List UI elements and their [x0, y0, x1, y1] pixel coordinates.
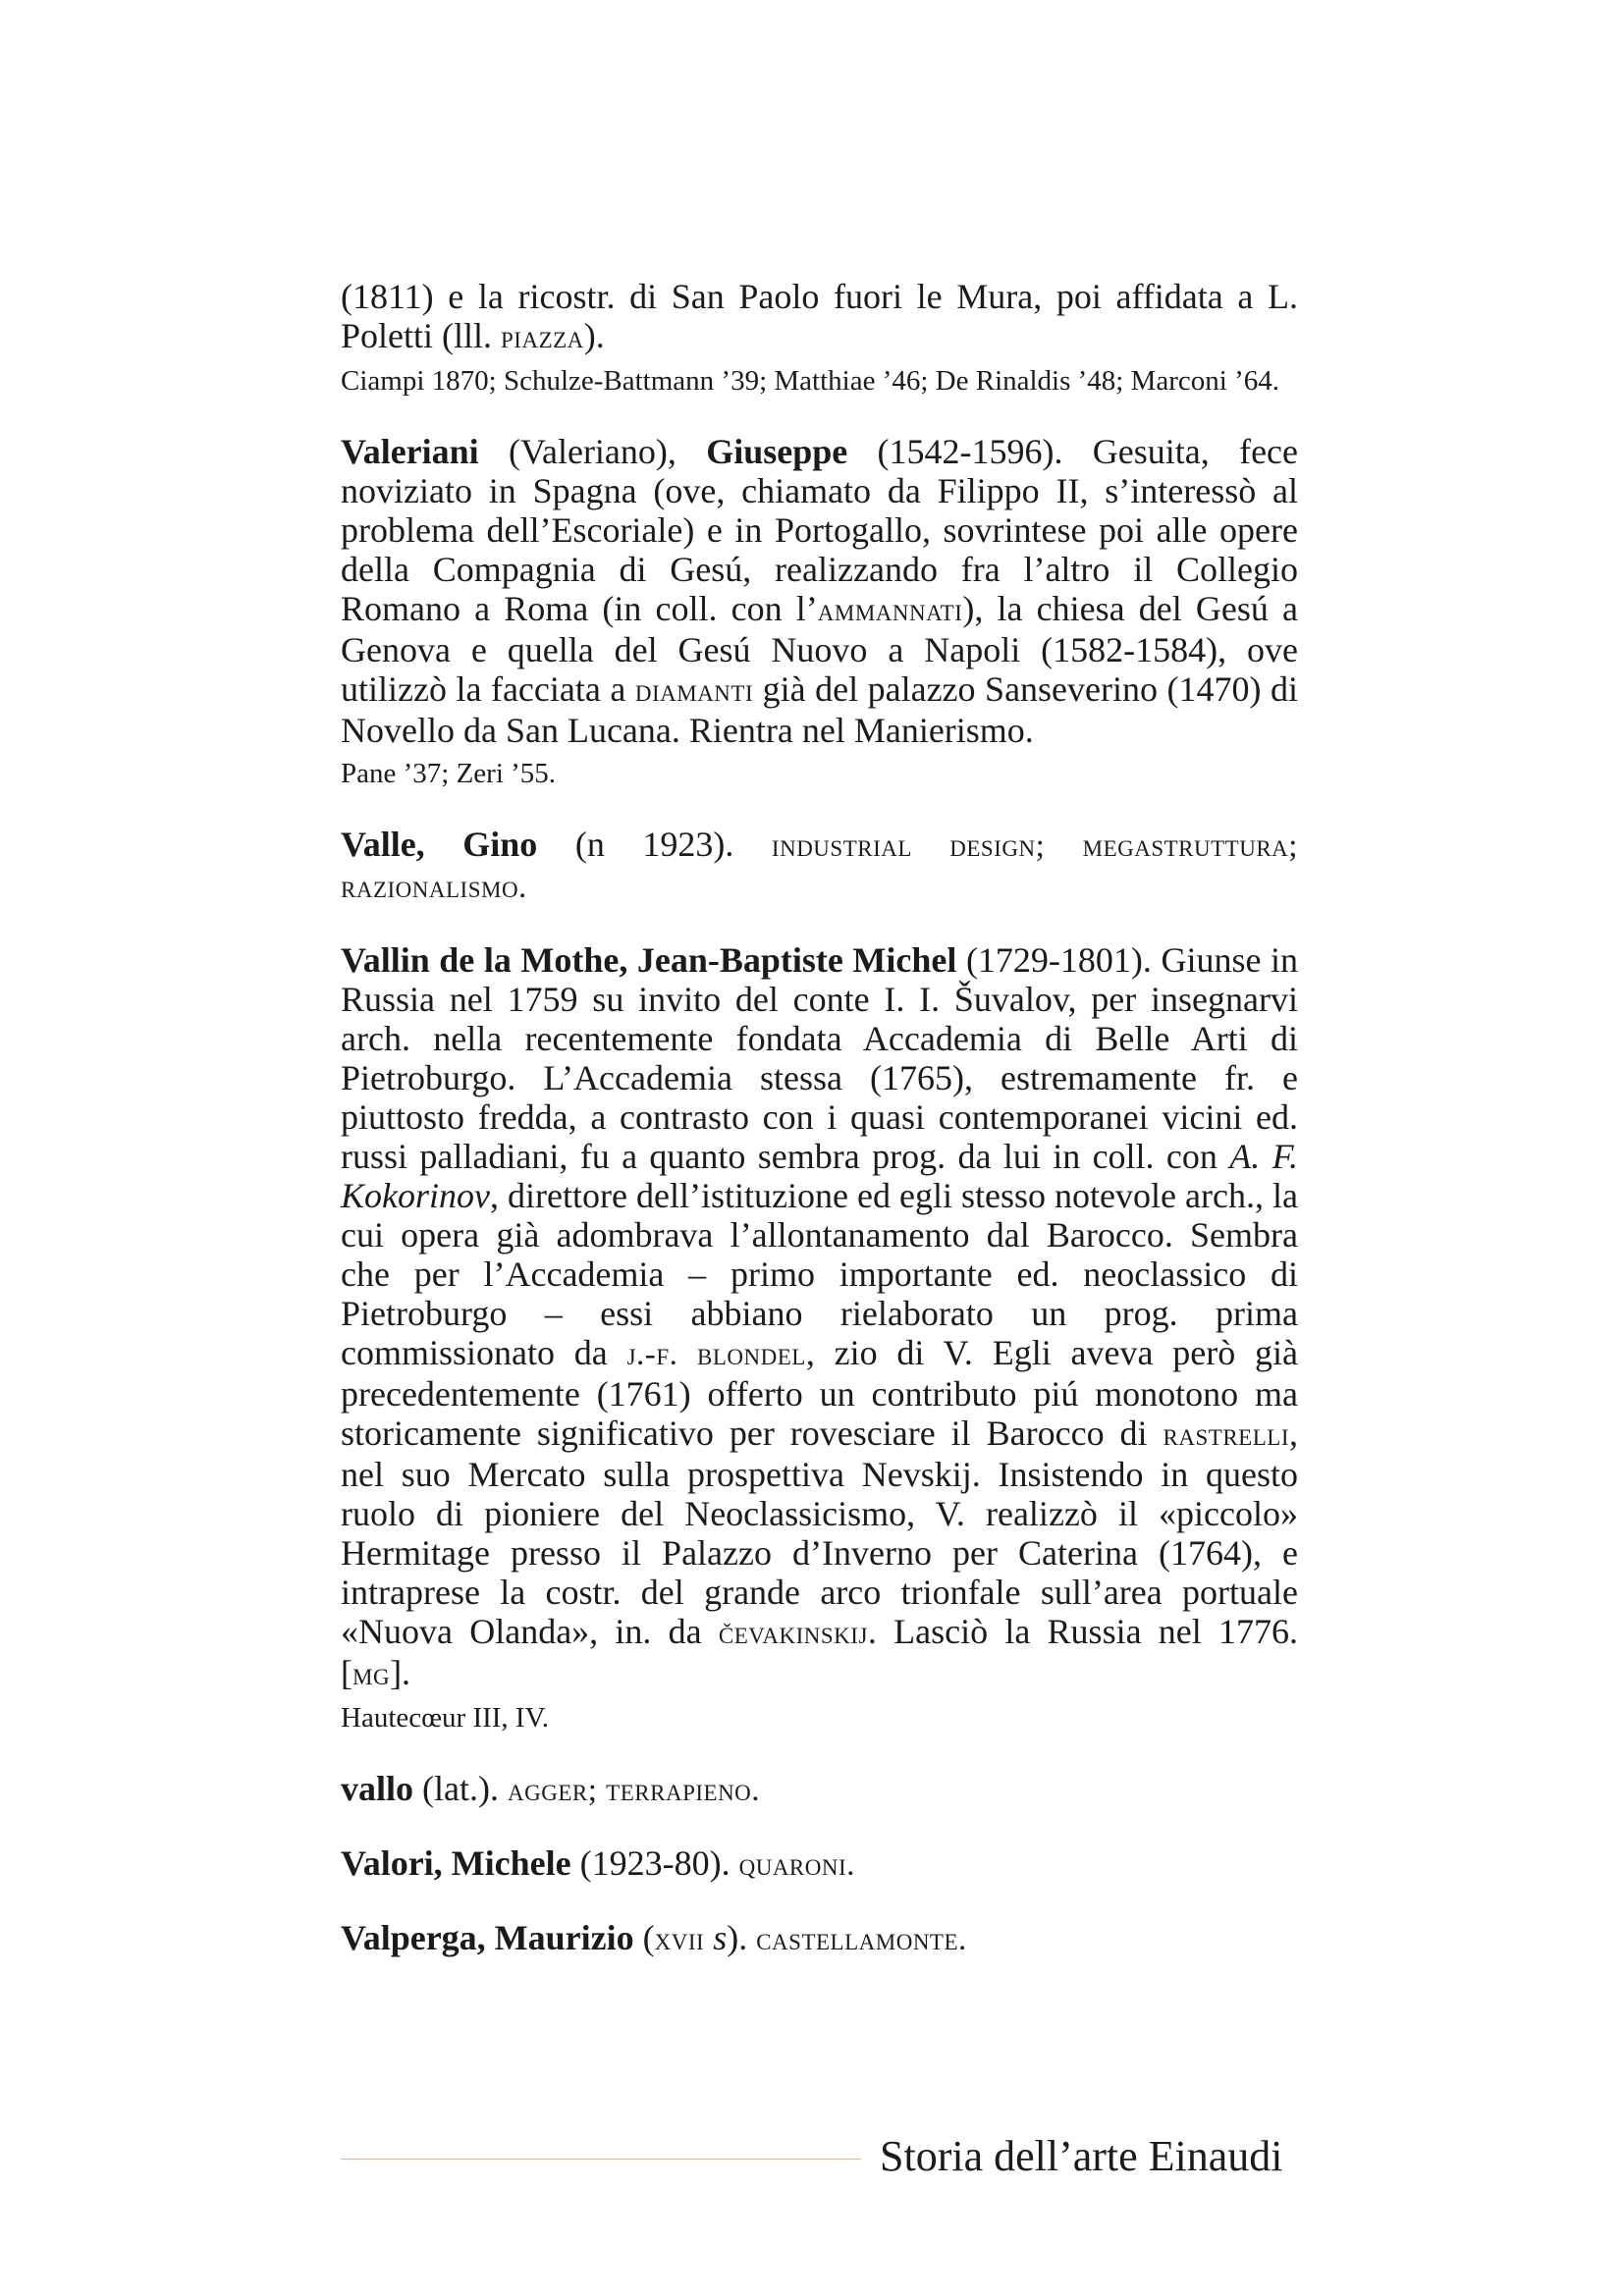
body-text: (1542-1596). Gesuita, fece noviziato in Spagna (ove, chiamato da Filippo II, s’interessò al problema dell’Escoriale) e in Portogallo, sovrintese poi alle opere della Compagnia di Gesú, realizzando fra l’altro il Collegio Romano a Roma (in coll. con l’ — [341, 432, 1298, 628]
cross-reference: agger; terrapieno. — [507, 1772, 761, 1808]
cross-reference: castellamonte. — [756, 1921, 967, 1957]
body-text: (1811) e la ricostr. di San Paolo fuori le Mura, poi affidata a L. Poletti (lll. — [341, 277, 1298, 355]
body-text: (1729-1801). Giunse in Russia nel 1759 su invito del conte I. I. Šuvalov, per insegnarvi arch. nella recentemente fondata Accademia di Belle Arti di Pietroburgo. L’Accademia stessa (1765), estremamente fr. e piuttosto fredda, a contrasto con i quasi contemporanei vicini ed. russi palladiani, fu a quanto sembra prog. da lui in coll. con — [341, 940, 1298, 1176]
entry-text — [341, 277, 1298, 357]
bibliography-refs: Pane ’37; Zeri ’55. — [341, 758, 557, 789]
entry-text — [341, 1918, 1298, 1959]
body-text: ]. — [390, 1653, 411, 1692]
italic-text: A. F. Kokorinov — [341, 1137, 1298, 1215]
headword: Valle, Gino — [341, 825, 538, 864]
body-text: già del palazzo Sanseverino (1470) di Novello da San Lucana. Rientra nel Manierismo. — [341, 669, 1299, 750]
headword: Giuseppe — [706, 432, 848, 471]
body-text: (lat.). — [413, 1769, 508, 1808]
italic-text: s — [713, 1918, 728, 1957]
entry-text — [341, 432, 1298, 750]
cross-reference: diamanti — [634, 672, 754, 709]
cross-reference: mg — [352, 1656, 391, 1692]
headword: Valeriani — [341, 432, 479, 471]
body-text: ). — [727, 1918, 757, 1957]
entry-text — [341, 940, 1298, 1694]
body-text: (Valeriano), — [478, 432, 707, 471]
footer-title: Storia dell’arte Einaudi — [880, 2132, 1283, 2180]
entry-valori — [341, 1843, 1298, 1885]
headword: Valperga, Maurizio — [341, 1918, 634, 1957]
entry-text — [341, 825, 1298, 907]
entry-valeriani — [341, 432, 1298, 791]
headword: vallo — [341, 1769, 414, 1808]
body-text: . Lasciò la Russia nel 1776. [ — [341, 1612, 1299, 1692]
body-text: ( — [633, 1918, 655, 1957]
body-text: , direttore dell’istituzione ed egli stesso notevole arch., la cui opera già adombrava l’allontanamento dal Barocco. Sembra che per l’Accademia – primo importante ed. neoclassico di Pietroburgo – essi abbiano rielaborato un prog. prima commissionato da — [341, 1176, 1298, 1372]
entry-valle — [341, 825, 1298, 907]
cross-reference: j.-f. blondel — [626, 1336, 806, 1372]
body-text: ), la chiesa del Gesú a Genova e quella del Gesú Nuovo a Napoli (1582-1584), ove utilizzò la facciata a — [341, 589, 1298, 709]
entry-text — [341, 1843, 1298, 1885]
body-text: , zio di V. Egli aveva però già precedentemente (1761) offerto un contributo piú monotono ma storicamente significativo per rovesciare il Barocco di — [341, 1333, 1299, 1453]
footer-rule — [341, 2159, 861, 2160]
cross-reference: rastrelli — [1163, 1416, 1289, 1453]
cross-reference: ammannati — [817, 592, 963, 628]
entry-text — [341, 1769, 1298, 1810]
cross-reference: quaroni. — [738, 1846, 855, 1883]
entry-continued — [341, 277, 1298, 399]
bibliography-refs: Ciampi 1870; Schulze-Battmann ’39; Matthiae ’46; De Rinaldis ’48; Marconi ’64. — [341, 365, 1280, 397]
body-text — [704, 1918, 713, 1957]
headword: Valori, Michele — [341, 1843, 571, 1883]
body-text: (n 1923). — [537, 825, 772, 864]
body-text: ). — [583, 316, 605, 355]
cross-reference: čevakinskij — [718, 1615, 868, 1651]
headword: Vallin de la Mothe, Jean-Baptiste Michel — [341, 940, 957, 980]
body-text: (1923-80). — [570, 1843, 739, 1883]
cross-reference: piazza — [501, 319, 584, 355]
page-body — [341, 277, 1298, 1959]
bibliography-refs: Hautecœur III, IV. — [341, 1702, 550, 1734]
entry-vallo — [341, 1769, 1298, 1810]
cross-reference: xvii — [654, 1921, 705, 1957]
entry-vallin — [341, 940, 1298, 1735]
body-text: , nel suo Mercato sulla prospettiva Nevskij. Insistendo in questo ruolo di pioniere del Neoclassicismo, V. realizzò il «piccolo» Hermitage presso il Palazzo d’Inverno per Caterina (1764), e intraprese la costr. del grande arco trionfale sull’area portuale «Nuova Olanda», in. da — [341, 1414, 1298, 1651]
cross-reference: industrial design; megastruttura; razionalismo. — [341, 828, 1298, 905]
entry-valperga — [341, 1918, 1298, 1959]
